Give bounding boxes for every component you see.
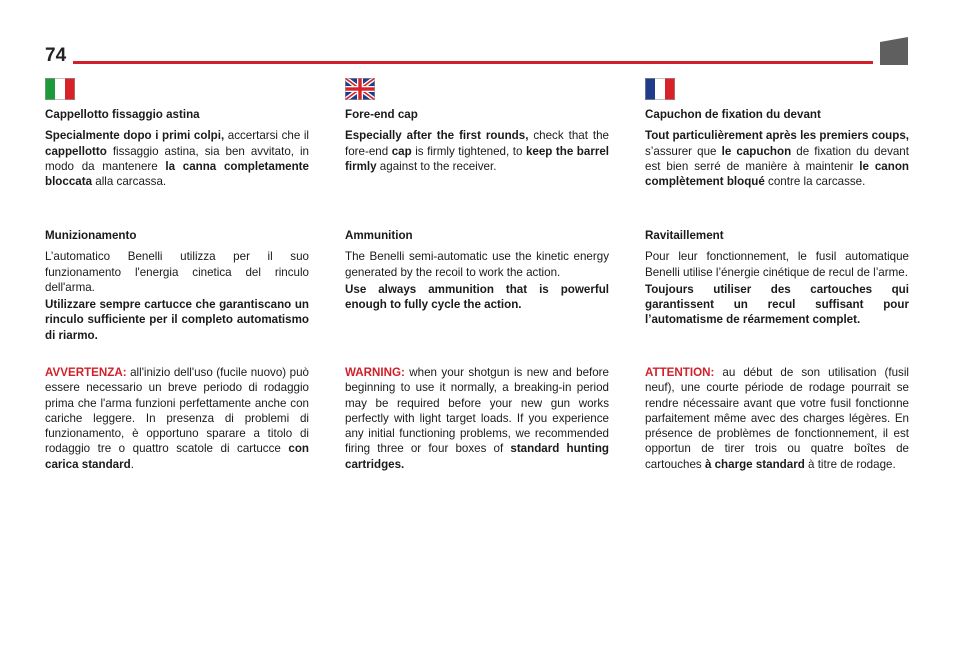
- warning-it: AVVERTENZA: all'inizio dell'uso (fucile nuovo) può essere necessario un breve periodo di rodaggio prima che l'arma funzioni perfettamente anche con cariche leggere. In presenza di problemi di funzionamento, è opportuno sparare a titolo di rodaggio tre o quattro scatole di cartucce con carica standard.: [45, 366, 309, 471]
- section-title: Munizionamento: [45, 229, 137, 242]
- section-body: The Benelli semi-automatic use the kinetic energy generated by the recoil to work the action.: [345, 250, 609, 279]
- section-ammo-fr: [645, 228, 909, 328]
- section-body-bold: Use always ammunition that is powerful enough to fully cycle the action.: [345, 282, 609, 312]
- warning-label: WARNING:: [345, 366, 405, 379]
- section-title: Ravitaillement: [645, 229, 724, 242]
- section-body-bold: Utilizzare sempre cartucce che garantiscano un rinculo sufficiente per il completo automatismo di riarmo.: [45, 298, 309, 342]
- column-english: [345, 78, 610, 471]
- warning-fr: ATTENTION: au début de son utilisation (fusil neuf), une courte période de rodage pourrait se rendre nécessaire avant que votre fusil fonctionne parfaitement même avec des charges légères. En présence de problèmes de fonctionnement, il est opportun de tirer trois ou quatre boîtes de cartouches à charge standard à titre de rodage.: [645, 366, 909, 471]
- corner-tab: [880, 37, 908, 65]
- section-body: L’automatico Benelli utilizza per il suo funzionamento l'energia cinetica del rinculo dell'arma.: [45, 250, 309, 294]
- section-body: Pour leur fonctionnement, le fusil automatique Benelli utilise l’énergie cinétique de recul de l’arme.: [645, 250, 909, 279]
- section-ammo-en: [345, 228, 609, 312]
- section-cap-fr: [645, 107, 909, 189]
- header-rule: [73, 61, 873, 64]
- section-body-bold: Toujours utiliser des cartouches qui garantissent un recul suffisant pour l’automatisme de réarmement complet.: [645, 282, 909, 327]
- section-cap-en: [345, 107, 609, 174]
- france-flag-icon: [645, 78, 675, 100]
- section-title: Fore-end cap: [345, 108, 418, 121]
- italy-flag-icon: [45, 78, 75, 100]
- section-title: Ammunition: [345, 229, 413, 242]
- column-french: [645, 78, 909, 471]
- section-body: Tout particulièrement après les premiers coups, s’assurer que le capuchon de fixation du devant est bien serré de manière à maintenir le canon complètement bloqué contre la carcasse.: [645, 129, 909, 189]
- uk-flag-icon: [345, 78, 375, 100]
- page-number: 74: [45, 45, 67, 66]
- warning-label: ATTENTION:: [645, 366, 715, 379]
- section-title: Cappellotto fissaggio astina: [45, 108, 200, 121]
- section-ammo-it: [45, 228, 309, 343]
- section-body: Especially after the first rounds, check that the fore-end cap is firmly tightened, to keep the barrel firmly against to the receiver.: [345, 129, 610, 173]
- warning-en: WARNING: when your shotgun is new and before beginning to use it normally, a breaking-in period may be required before your new gun works perfectly with light target loads. If you experience any initial functioning problems, we recommended firing three or four boxes of standard hunting cartridges.: [345, 366, 609, 471]
- section-cap-it: [45, 107, 309, 189]
- section-body: Specialmente dopo i primi colpi, accertarsi che il cappellotto fissaggio astina, sia ben avvitato, in modo da mantenere la canna completamente bloccata alla carcassa.: [45, 129, 309, 189]
- column-italian: [45, 78, 309, 471]
- warning-label: AVVERTENZA:: [45, 366, 127, 379]
- section-title: Capuchon de fixation du devant: [645, 108, 821, 121]
